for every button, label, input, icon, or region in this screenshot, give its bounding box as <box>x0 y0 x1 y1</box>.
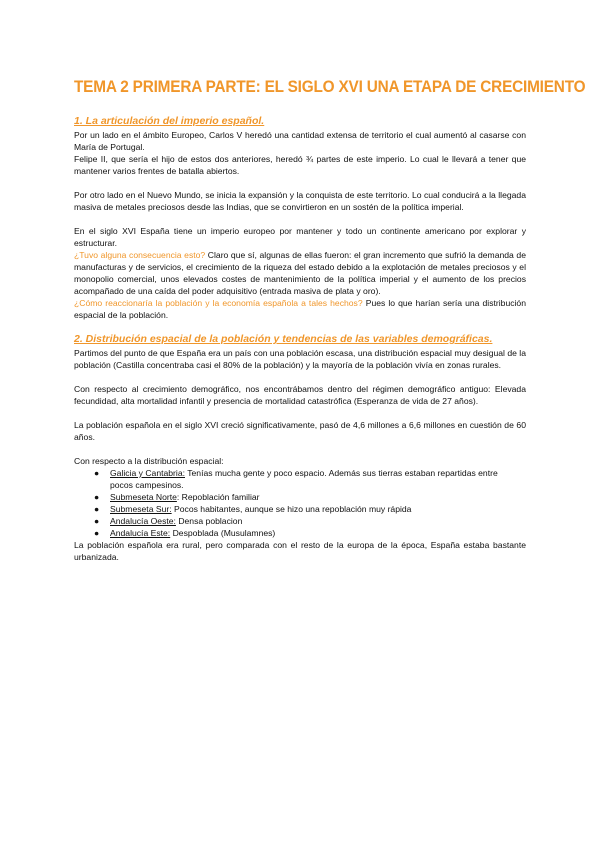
question-2: ¿Cómo reaccionaría la población y la economía española a tales hechos? <box>74 298 363 308</box>
list-item-label: Submeseta Norte <box>110 492 177 502</box>
list-item-text: Densa poblacion <box>175 516 243 526</box>
section-1-question-1-paragraph <box>74 249 526 297</box>
section-2-paragraph-2: Con respecto al crecimiento demográfico, nos encontrábamos dentro del régimen demográfico antiguo: Elevada fecundidad, alta mortalidad infantil y presencia de mortalidad catastrófica (Esperanza de vida de 27 años). <box>74 384 526 406</box>
section-1-paragraph-4: En el siglo XVI España tiene un imperio europeo por mantener y todo un continente americano por explorar y estructurar. <box>74 226 526 248</box>
section-1-heading: 1. La articulación del imperio español. <box>74 115 265 127</box>
section-1-paragraph-2: Felipe II, que sería el hijo de estos dos anteriores, heredó ¾ partes de este imperio. Lo cual le llevará a tener que mantener varios frentes de batalla abiertos. <box>74 154 526 176</box>
list-item-text: Pocos habitantes, aunque se hizo una repoblación muy rápida <box>171 504 412 514</box>
list-item <box>94 491 526 503</box>
document-title: TEMA 2 PRIMERA PARTE: EL SIGLO XVI UNA ETAPA DE CRECIMIENTO <box>74 78 586 96</box>
bullet-icon: ● <box>94 516 100 526</box>
bullet-icon: ● <box>94 468 100 478</box>
section-2-paragraph-4: Con respecto a la distribución espacial: <box>74 456 224 466</box>
list-item <box>94 467 526 491</box>
bullet-icon: ● <box>94 504 100 514</box>
list-item-continuation: pocos campesinos. <box>110 480 184 490</box>
section-1-question-2-paragraph <box>74 297 526 321</box>
list-item-text: Tenías mucha gente y poco espacio. Además sus tierras estaban repartidas entre <box>185 468 498 478</box>
section-2-paragraph-3: La población española en el siglo XVI creció significativamente, pasó de 4,6 millones a 6,6 millones en cuestión de 60 años. <box>74 420 526 442</box>
list-item-text: Despoblada (Musulamnes) <box>170 528 276 538</box>
answer-2: Pues lo que harían sería una distribución espacial de la población. <box>74 298 526 320</box>
question-1: ¿Tuvo alguna consecuencia esto? <box>74 250 206 260</box>
list-item-label: Andalucía Este: <box>110 528 171 538</box>
answer-1: Claro que sí, algunas de ellas fueron: el gran incremento que sufrió la demanda de manufacturas y de servicios, el crecimiento de la riqueza del estado debido a la explotación de metales preciosos y el monopolio comercial, unos elevados costes de mantenimiento de la política imperial y el aumento de los precios acompañado de una caída del poder adquisitivo (entrada masiva de plata y oro). <box>74 250 526 296</box>
list-item-label: Andalucía Oeste: <box>110 516 176 526</box>
bullet-icon: ● <box>94 528 100 538</box>
distribution-list <box>74 467 526 539</box>
list-item <box>94 503 526 515</box>
list-item <box>94 515 526 527</box>
section-2-heading: 2. Distribución espacial de la población y tendencias de las variables demográficas. <box>74 333 493 345</box>
section-2-paragraph-5: La población española era rural, pero comparada con el resto de la europa de la época, España estaba bastante urbanizada. <box>74 540 526 562</box>
list-item <box>94 527 526 539</box>
bullet-icon: ● <box>94 492 100 502</box>
section-2-paragraph-1: Partimos del punto de que España era un país con una población escasa, una distribución espacial muy desigual de la población (Castilla concentraba casi el 80% de la población) y la mayoría de la población vivía en zonas rurales. <box>74 348 526 370</box>
section-1-paragraph-1: Por un lado en el ámbito Europeo, Carlos V heredó una cantidad extensa de territorio el cual aumentó al casarse con María de Portugal. <box>74 130 526 152</box>
section-1-paragraph-3: Por otro lado en el Nuevo Mundo, se inicia la expansión y la conquista de este territorio. Lo cual conducirá a la llegada masiva de metales preciosos desde las Indias, que se convirtieron en un sostén de la política imperial. <box>74 190 526 212</box>
list-item-label: Galicia y Cantabria: <box>110 468 185 478</box>
list-item-text: : Repoblación familiar <box>176 492 260 502</box>
list-item-label: Submeseta Sur: <box>110 504 172 514</box>
